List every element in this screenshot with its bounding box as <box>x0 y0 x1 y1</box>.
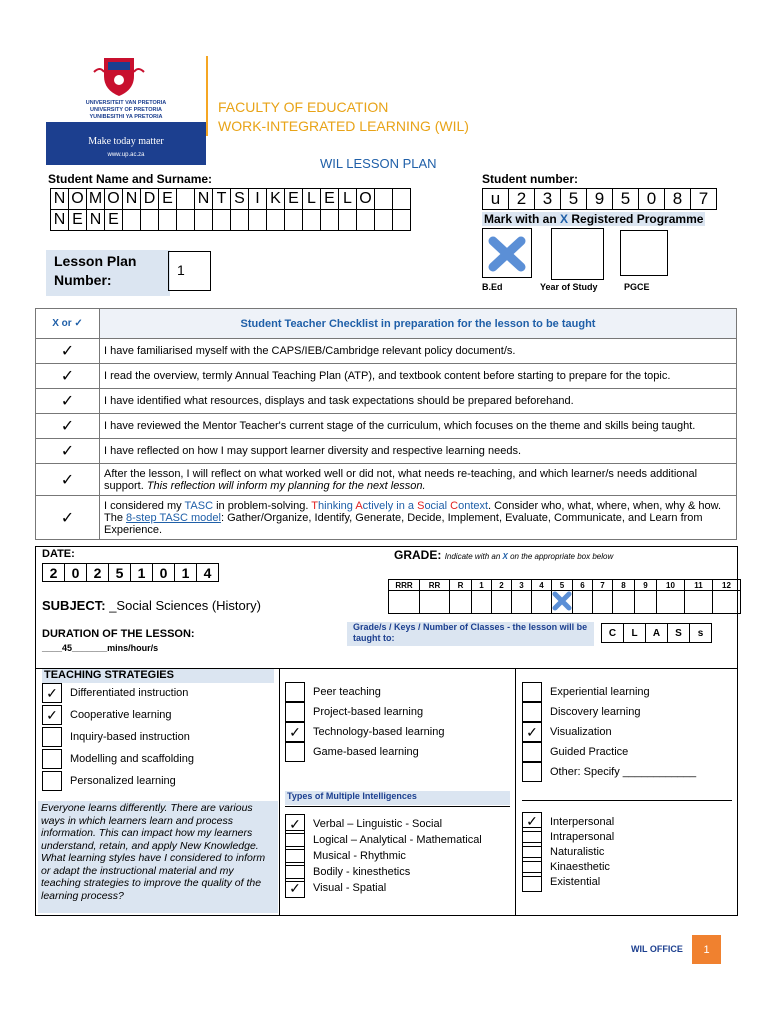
name-char-box[interactable]: L <box>302 188 321 210</box>
check-mark[interactable]: ✓ <box>36 414 100 439</box>
checklist-row <box>36 464 737 496</box>
option-label: Bodily - kinesthetics <box>313 866 411 878</box>
date-digit-box[interactable]: 2 <box>42 563 65 582</box>
duration-label: DURATION OF THE LESSON: <box>42 628 195 640</box>
check-mark[interactable]: ✓ <box>36 364 100 389</box>
name-char-box[interactable] <box>284 209 303 231</box>
grade-label: GRADE: Indicate with an X on the appropriate box below <box>394 548 614 562</box>
option-row <box>285 864 482 880</box>
programme-bed: B.Ed <box>482 282 503 292</box>
duration-value[interactable]: ____45_______mins/hour/s <box>42 643 159 653</box>
name-char-box[interactable] <box>122 209 141 231</box>
option-label: Differentiated instruction <box>70 687 189 699</box>
check-mark[interactable]: ✓ <box>36 389 100 414</box>
option-checkbox[interactable] <box>42 771 62 791</box>
option-row <box>42 704 194 726</box>
number-char-box[interactable]: 5 <box>612 188 639 210</box>
option-row <box>285 742 444 762</box>
number-char-box[interactable]: 8 <box>664 188 691 210</box>
option-row <box>285 880 482 896</box>
date-digit-box[interactable]: 0 <box>152 563 175 582</box>
name-char-box[interactable] <box>356 209 375 231</box>
grade-header: 5 <box>552 580 573 591</box>
lesson-plan-number[interactable]: 1 <box>168 251 211 291</box>
name-char-box[interactable] <box>212 209 231 231</box>
checklist-text: I have reflected on how I may support learner diversity and respective learning needs. <box>100 439 737 464</box>
option-row <box>522 682 696 702</box>
number-char-box[interactable]: 9 <box>586 188 613 210</box>
option-checkbox[interactable] <box>522 872 542 892</box>
option-checkbox[interactable] <box>285 742 305 762</box>
grade-header: 12 <box>713 580 741 591</box>
grade-table <box>388 579 741 614</box>
plan-title: WIL LESSON PLAN <box>320 156 437 171</box>
option-checkbox[interactable]: ✓ <box>42 683 62 703</box>
option-checkbox[interactable] <box>522 702 542 722</box>
grade-checkbox[interactable] <box>573 591 593 614</box>
checklist-row <box>36 496 737 540</box>
pgce-checkbox[interactable] <box>620 230 668 276</box>
checklist-row <box>36 389 737 414</box>
option-row <box>285 682 444 702</box>
classes-grid <box>601 623 711 643</box>
name-char-box[interactable]: O <box>104 188 123 210</box>
name-char-box[interactable] <box>392 188 411 210</box>
grade-header: 6 <box>573 580 593 591</box>
date-digit-box[interactable]: 0 <box>64 563 87 582</box>
option-checkbox[interactable] <box>522 762 542 782</box>
name-char-box[interactable] <box>158 209 177 231</box>
option-label: Visualization <box>550 726 612 738</box>
date-digit-box[interactable]: 4 <box>196 563 219 582</box>
name-char-box[interactable]: E <box>68 209 87 231</box>
number-label: Student number: <box>482 172 578 186</box>
grade-checkbox[interactable] <box>450 591 472 614</box>
programme-year: Year of Study <box>540 282 598 292</box>
grade-header: 10 <box>657 580 685 591</box>
option-checkbox[interactable]: ✓ <box>285 722 305 742</box>
name-char-box[interactable]: D <box>140 188 159 210</box>
grade-checkbox[interactable] <box>657 591 685 614</box>
checklist-text: I have familiarised myself with the CAPS/IEB/Cambridge relevant policy document/s. <box>100 339 737 364</box>
name-char-box[interactable] <box>374 188 393 210</box>
name-char-box[interactable] <box>266 209 285 231</box>
strategies-col2 <box>285 682 444 762</box>
grade-checkbox[interactable] <box>420 591 450 614</box>
option-row <box>285 832 482 848</box>
svg-text:Make today matter: Make today matter <box>88 136 164 147</box>
number-char-box[interactable]: 3 <box>534 188 561 210</box>
check-mark[interactable]: ✓ <box>36 339 100 364</box>
option-checkbox[interactable]: ✓ <box>522 812 542 832</box>
option-label: Logical – Analytical - Mathematical <box>313 834 482 846</box>
number-char-box[interactable]: 7 <box>690 188 717 210</box>
grade-header: 4 <box>532 580 552 591</box>
intelligence-divider-2 <box>522 800 732 801</box>
grade-checkbox[interactable] <box>713 591 741 614</box>
grade-header: 1 <box>472 580 492 591</box>
option-label: Other: Specify ____________ <box>550 766 697 778</box>
name-char-box[interactable]: K <box>266 188 285 210</box>
option-row <box>522 874 614 889</box>
name-char-box[interactable]: E <box>320 188 339 210</box>
name-char-box[interactable]: N <box>50 188 69 210</box>
option-label: Inquiry-based instruction <box>70 731 190 743</box>
option-row <box>285 848 482 864</box>
name-char-box[interactable]: N <box>122 188 141 210</box>
name-char-box[interactable]: N <box>194 188 213 210</box>
grade-header: RR <box>420 580 450 591</box>
bed-checkbox[interactable] <box>482 228 532 278</box>
x-mark-icon <box>552 591 572 611</box>
name-char-box[interactable]: I <box>248 188 267 210</box>
strategies-col1 <box>42 682 194 792</box>
name-grid <box>50 188 410 231</box>
number-char-box[interactable]: 2 <box>508 188 535 210</box>
option-checkbox[interactable] <box>42 727 62 747</box>
option-row <box>42 682 194 704</box>
subject-row: SUBJECT: _Social Sciences (History) <box>42 598 261 613</box>
option-row <box>42 770 194 792</box>
checklist-row <box>36 339 737 364</box>
option-checkbox[interactable] <box>522 742 542 762</box>
grade-checkbox[interactable] <box>532 591 552 614</box>
student-number-grid <box>482 188 716 210</box>
option-row <box>42 748 194 770</box>
page-number: 1 <box>692 935 721 964</box>
class-box[interactable]: L <box>623 623 646 643</box>
classes-label: Grade/s / Keys / Number of Classes - the lesson will be taught to: <box>347 622 594 646</box>
option-checkbox[interactable]: ✓ <box>522 722 542 742</box>
checklist-mark-header: X or ✓ <box>36 309 100 339</box>
name-char-box[interactable] <box>338 209 357 231</box>
name-char-box[interactable]: T <box>212 188 231 210</box>
option-label: Existential <box>550 875 601 888</box>
grade-checkbox[interactable] <box>552 591 573 614</box>
date-digit-box[interactable]: 5 <box>108 563 131 582</box>
check-mark[interactable]: ✓ <box>36 439 100 464</box>
number-char-box[interactable]: 5 <box>560 188 587 210</box>
name-char-box[interactable]: M <box>86 188 105 210</box>
number-char-box[interactable]: u <box>482 188 509 210</box>
checklist-text: I have identified what resources, displays and task expectations should be prepared beforehand. <box>100 389 737 414</box>
class-box[interactable]: S <box>667 623 690 643</box>
number-char-box[interactable]: 0 <box>638 188 665 210</box>
name-char-box[interactable] <box>194 209 213 231</box>
date-grid <box>42 563 218 582</box>
name-char-box[interactable] <box>320 209 339 231</box>
grade-checkbox[interactable] <box>613 591 635 614</box>
name-char-box[interactable] <box>374 209 393 231</box>
option-checkbox[interactable]: ✓ <box>285 878 305 898</box>
name-char-box[interactable]: O <box>68 188 87 210</box>
class-box[interactable]: A <box>645 623 668 643</box>
grade-header: 11 <box>685 580 713 591</box>
university-name: UNIVERSITEIT VAN PRETORIA UNIVERSITY OF PRETORIA YUNIBESITHI YA PRETORIA <box>85 100 167 120</box>
date-digit-box[interactable]: 1 <box>130 563 153 582</box>
option-label: Game-based learning <box>313 746 419 758</box>
year-of-study-box[interactable] <box>551 228 604 280</box>
programme-label: Mark with an X Registered Programme <box>484 212 704 226</box>
date-digit-box[interactable]: 2 <box>86 563 109 582</box>
subject-value[interactable]: _Social Sciences (History) <box>109 598 261 613</box>
checklist-tasc-text: I considered my TASC in problem-solving. Thinking Actively in a Social Context. Consider who, what, where, when, why & how. The 8-step TASC model: Gather/Organize, Identify, Generate, Decide, Implement, Evaluate, Communicate, and Learn from Experience. <box>100 496 737 540</box>
name-char-box[interactable] <box>176 209 195 231</box>
grade-header: RRR <box>389 580 420 591</box>
checklist-text: After the lesson, I will reflect on what worked well or did not, what needs re-teaching, and which learner/s needs additional support. This reflection will inform my planning for the next lesson. <box>100 464 737 496</box>
intelligence-col3 <box>522 814 614 889</box>
class-box[interactable]: s <box>689 623 712 643</box>
name-char-box[interactable]: N <box>50 209 69 231</box>
intelligence-col2 <box>285 816 482 896</box>
checklist-text: I have reviewed the Mentor Teacher's current stage of the curriculum, which focuses on the theme and skills being taught. <box>100 414 737 439</box>
tasc-model-link[interactable]: 8-step TASC model <box>126 511 221 524</box>
grade-header: 8 <box>613 580 635 591</box>
name-char-box[interactable]: O <box>356 188 375 210</box>
option-label: Guided Practice <box>550 746 629 758</box>
svg-text:www.up.ac.za: www.up.ac.za <box>107 152 145 158</box>
name-char-box[interactable]: N <box>86 209 105 231</box>
name-char-box[interactable] <box>248 209 267 231</box>
option-label: Visual - Spatial <box>313 882 387 894</box>
name-char-box[interactable]: L <box>338 188 357 210</box>
grade-checkbox[interactable] <box>685 591 713 614</box>
name-label: Student Name and Surname: <box>48 172 213 186</box>
option-row <box>522 762 696 782</box>
option-label: Interpersonal <box>550 815 615 828</box>
check-mark[interactable]: ✓ <box>36 496 100 540</box>
learning-styles-note: Everyone learns differently. There are various ways in which learners learn and process information. This can impact how my learners understand, retain, and apply New Knowledge. What learning styles have I considered to inform or adapt the instructional material and my teaching strategies to improve the quality of the learning process? <box>38 801 278 913</box>
header-divider <box>206 56 208 136</box>
option-label: Intrapersonal <box>550 830 615 843</box>
footer-office: WIL OFFICE <box>631 944 683 954</box>
option-row <box>522 742 696 762</box>
programme-pgce: PGCE <box>624 282 650 292</box>
grade-checkbox[interactable] <box>472 591 492 614</box>
grade-checkbox[interactable] <box>635 591 657 614</box>
option-checkbox[interactable] <box>285 682 305 702</box>
strategies-label: TEACHING STRATEGIES <box>42 669 274 683</box>
option-checkbox[interactable] <box>285 702 305 722</box>
checklist-row <box>36 439 737 464</box>
name-char-box[interactable] <box>302 209 321 231</box>
name-char-box[interactable]: S <box>230 188 249 210</box>
option-label: Kinaesthetic <box>550 860 610 873</box>
option-row <box>522 722 696 742</box>
name-char-box[interactable]: E <box>158 188 177 210</box>
option-label: Project-based learning <box>313 706 424 718</box>
date-digit-box[interactable]: 1 <box>174 563 197 582</box>
name-char-box[interactable]: E <box>284 188 303 210</box>
checklist-title: Student Teacher Checklist in preparation for the lesson to be taught <box>100 309 737 339</box>
intelligence-label: Types of Multiple Intelligences <box>285 791 510 805</box>
date-label: DATE: <box>42 548 75 560</box>
grade-checkbox[interactable] <box>593 591 613 614</box>
checklist-row <box>36 364 737 389</box>
class-box[interactable]: C <box>601 623 624 643</box>
x-mark-icon <box>483 229 531 277</box>
faculty-title: FACULTY OF EDUCATION WORK-INTEGRATED LEARNING (WIL) <box>218 99 469 134</box>
option-label: Modelling and scaffolding <box>70 753 194 765</box>
grade-header: 2 <box>492 580 512 591</box>
name-char-box[interactable] <box>230 209 249 231</box>
option-row <box>285 702 444 722</box>
option-label: Musical - Rhythmic <box>313 850 406 862</box>
grade-checkbox[interactable] <box>389 591 420 614</box>
intelligence-divider <box>285 806 510 807</box>
name-char-box[interactable]: E <box>104 209 123 231</box>
option-checkbox[interactable]: ✓ <box>42 705 62 725</box>
grade-header: 7 <box>593 580 613 591</box>
option-row <box>522 702 696 722</box>
col-divider-2 <box>515 668 516 916</box>
check-mark[interactable]: ✓ <box>36 464 100 496</box>
name-char-box[interactable] <box>140 209 159 231</box>
grade-checkbox[interactable] <box>512 591 532 614</box>
option-label: Discovery learning <box>550 706 641 718</box>
lesson-plan-label: Lesson Plan Number: <box>46 250 170 296</box>
option-checkbox[interactable]: ✓ <box>285 814 305 834</box>
checklist-table <box>35 308 737 540</box>
option-label: Technology-based learning <box>313 726 445 738</box>
option-row <box>285 816 482 832</box>
option-row <box>42 726 194 748</box>
option-label: Experiential learning <box>550 686 650 698</box>
checklist-row <box>36 414 737 439</box>
option-label: Cooperative learning <box>70 709 172 721</box>
option-checkbox[interactable] <box>42 749 62 769</box>
option-label: Verbal – Linguistic - Social <box>313 818 443 830</box>
col-divider-1 <box>279 668 280 916</box>
option-row <box>285 722 444 742</box>
option-label: Personalized learning <box>70 775 176 787</box>
name-char-box[interactable] <box>176 188 195 210</box>
checklist-text: I read the overview, termly Annual Teaching Plan (ATP), and textbook content before starting to prepare for the topic. <box>100 364 737 389</box>
grade-header: R <box>450 580 472 591</box>
grade-header: 9 <box>635 580 657 591</box>
grade-header: 3 <box>512 580 532 591</box>
option-label: Peer teaching <box>313 686 381 698</box>
grade-checkbox[interactable] <box>492 591 512 614</box>
option-label: Naturalistic <box>550 845 605 858</box>
strategies-col3 <box>522 682 696 782</box>
name-char-box[interactable] <box>392 209 411 231</box>
option-checkbox[interactable] <box>522 682 542 702</box>
